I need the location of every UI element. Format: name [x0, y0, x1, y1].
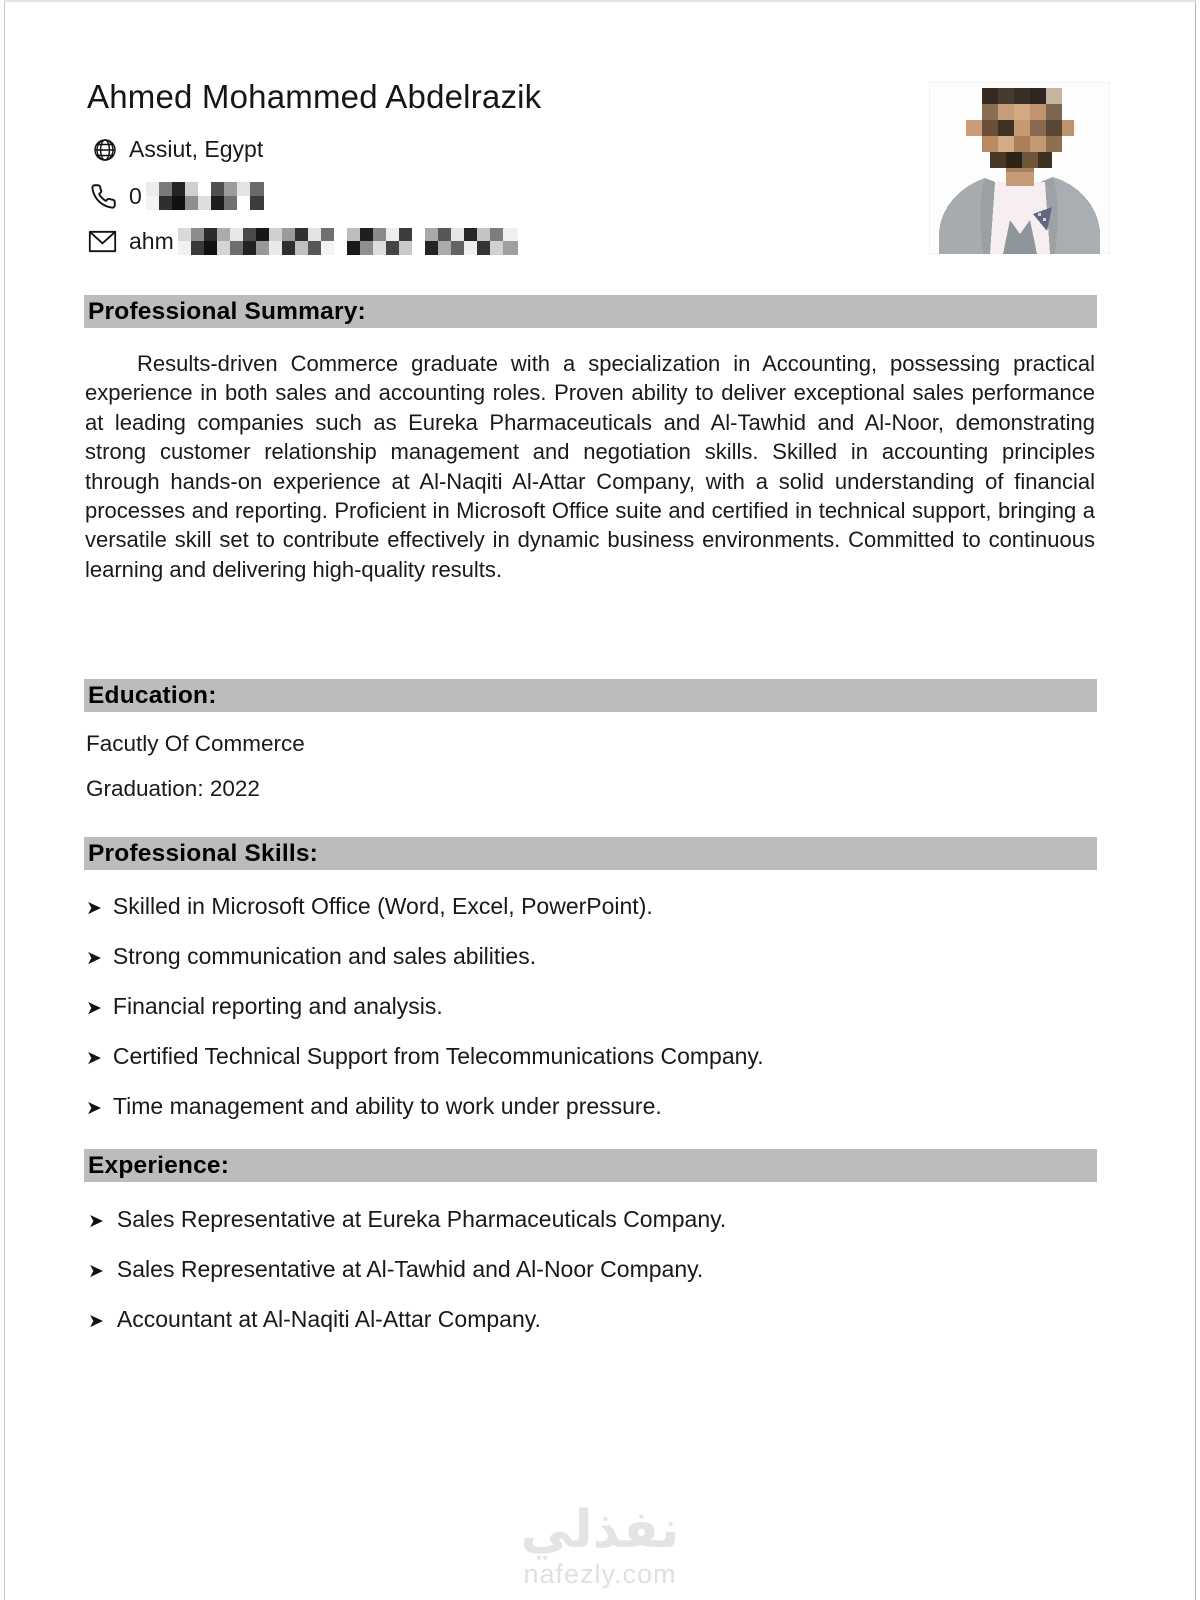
summary-paragraph: Results-driven Commerce graduate with a specialization in Accounting, possessing practical experience in both sales and accounting roles. Proven ability to deliver exceptional sales performance at leading companies such as Eureka Pharmaceuticals and Al-Tawhid and Al-Noor, demonstrating strong customer relationship management and negotiation skills. Skilled in accounting principles through hands-on experience at Al-Naqiti Al-Attar Company, with a solid understanding of financial processes and reporting. Proficient in Microsoft Office suite and certified in technical support, bringing a versatile skill set to contribute effectively in dynamic business environments. Committed to continuous learning and delivering high-quality results. [85, 351, 1095, 582]
education-graduation: Graduation: 2022 [86, 776, 260, 801]
candidate-name: Ahmed Mohammed Abdelrazik [87, 78, 542, 115]
phone-visible-text: 0 [129, 182, 142, 209]
phone-icon [90, 183, 117, 210]
page-edge-top [4, 0, 1196, 2]
skill-item [86, 1093, 764, 1143]
skill-text: Skilled in Microsoft Office (Word, Excel, PowerPoint). [112, 893, 653, 919]
globe-icon [93, 138, 117, 162]
contact-phone-row [90, 182, 264, 210]
redacted-email-pixels [178, 228, 518, 255]
experience-item [88, 1256, 726, 1306]
location-text: Assiut, Egypt [129, 136, 264, 162]
experience-item [88, 1206, 726, 1256]
experience-text: Sales Representative at Eureka Pharmaceuticals Company. [116, 1206, 727, 1232]
experience-list [88, 1206, 726, 1356]
section-header-skills [84, 837, 1097, 870]
arrow-bullet-icon: ➤ [86, 948, 102, 969]
skill-text: Strong communication and sales abilities. [112, 943, 537, 969]
skill-item [86, 993, 764, 1043]
skill-text: Time management and ability to work under pressure. [112, 1093, 662, 1119]
contact-email-row [88, 228, 518, 255]
skill-item [86, 893, 764, 943]
section-title: Experience: [88, 1151, 230, 1179]
education-degree: Facutly Of Commerce [86, 731, 305, 756]
skills-list [86, 893, 764, 1143]
watermark-arabic-logo: نفذلي [520, 1500, 680, 1560]
skill-item [86, 1043, 764, 1093]
section-title: Professional Skills: [88, 839, 319, 867]
arrow-bullet-icon: ➤ [88, 1261, 104, 1282]
section-title: Professional Summary: [88, 297, 366, 325]
arrow-bullet-icon: ➤ [86, 1098, 102, 1119]
section-header-education [84, 679, 1097, 712]
redacted-phone-pixels [146, 182, 264, 210]
section-header-summary [84, 295, 1097, 328]
arrow-bullet-icon: ➤ [86, 998, 102, 1019]
skill-item [86, 943, 764, 993]
section-title: Education: [88, 681, 217, 709]
experience-item [88, 1306, 726, 1356]
watermark-domain: nafezly.com [523, 1559, 677, 1590]
section-header-experience [84, 1149, 1097, 1182]
watermark [0, 1502, 1200, 1590]
arrow-bullet-icon: ➤ [88, 1311, 104, 1332]
email-icon [88, 229, 117, 254]
skill-text: Financial reporting and analysis. [112, 993, 443, 1019]
arrow-bullet-icon: ➤ [86, 898, 102, 919]
profile-photo [929, 82, 1110, 254]
skill-text: Certified Technical Support from Telecommunications Company. [112, 1043, 764, 1069]
email-visible-text: ahm [129, 228, 174, 254]
arrow-bullet-icon: ➤ [86, 1048, 102, 1069]
contact-location-row [93, 136, 263, 163]
page-edge-right [1195, 0, 1196, 1600]
arrow-bullet-icon: ➤ [88, 1211, 104, 1232]
experience-text: Accountant at Al-Naqiti Al-Attar Company. [116, 1306, 541, 1332]
experience-text: Sales Representative at Al-Tawhid and Al-Noor Company. [116, 1256, 704, 1282]
page-edge-left [4, 0, 5, 1600]
